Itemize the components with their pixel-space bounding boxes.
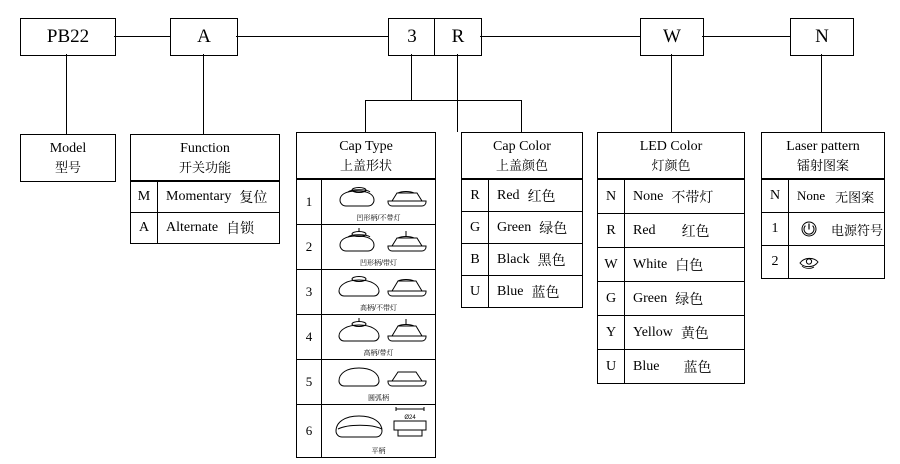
leader-cap-type-right (457, 100, 458, 132)
laser-label-1 (789, 213, 884, 245)
function-label-a-en: Alternate (166, 220, 219, 236)
cap-shape-icon (324, 225, 434, 255)
led-color-label-r (625, 214, 744, 247)
laser-label-1-cn: 电源符号 (831, 222, 884, 238)
table-row[interactable] (297, 224, 435, 269)
laser-code-n: N (762, 180, 789, 212)
table-row[interactable] (462, 179, 582, 211)
code-box-function[interactable] (170, 18, 238, 56)
cap-color-label-r-en: Red (497, 187, 520, 203)
code-box-cap-type-label: 3 (407, 26, 417, 47)
table-row[interactable] (762, 179, 884, 212)
led-color-label-u-cn: 蓝色 (683, 360, 712, 376)
cap-type-note-4: 高柄/带灯 (363, 350, 394, 358)
cap-color-label-g-en: Green (497, 219, 532, 235)
cap-type-code-4: 4 (297, 315, 322, 359)
laser-code-1: 1 (762, 213, 789, 245)
panel-laser-pattern (761, 132, 885, 279)
cap-color-label-b-cn: 黑色 (537, 253, 566, 269)
table-row[interactable] (297, 269, 435, 314)
connector-model-function (114, 36, 170, 37)
laser-label-2 (789, 246, 884, 278)
panel-laser-title-en: Laser pattern (786, 139, 860, 154)
cap-color-code-u: U (462, 276, 489, 307)
cap-color-label-b (489, 244, 582, 275)
cap-type-note-3: 高柄/不带灯 (360, 305, 397, 313)
led-color-label-g-en: Green (633, 290, 668, 306)
connector-capcolor-ledcolor (480, 36, 640, 37)
leader-cap-color-spread (457, 100, 521, 101)
cap-shape-icon (324, 360, 434, 390)
eye-symbol-icon (797, 254, 821, 270)
cap-type-note-1: 凹形柄/不带灯 (356, 215, 401, 223)
cap-color-code-r: R (462, 180, 489, 211)
function-label-m (158, 182, 279, 212)
led-color-label-n (625, 180, 744, 213)
table-row[interactable] (297, 179, 435, 224)
connector-ledcolor-laser (702, 36, 790, 37)
led-color-label-y (625, 316, 744, 349)
table-row[interactable] (598, 315, 744, 349)
cap-color-code-g: G (462, 212, 489, 243)
code-box-led-color-label: W (663, 26, 681, 47)
function-label-a (158, 213, 279, 243)
table-row[interactable] (131, 212, 279, 243)
panel-led-color-title-en: LED Color (639, 139, 703, 154)
code-box-cap-color[interactable] (434, 18, 482, 56)
panel-cap-color (461, 132, 583, 308)
led-color-label-n-cn: 不带灯 (671, 190, 714, 206)
cap-type-code-1: 1 (297, 180, 322, 224)
table-row[interactable] (762, 245, 884, 278)
code-box-model-label: PB22 (46, 26, 90, 47)
cap-type-code-6: 6 (297, 405, 322, 457)
led-color-code-g: G (598, 282, 625, 315)
led-color-code-y: Y (598, 316, 625, 349)
cap-type-code-5: 5 (297, 360, 322, 404)
table-row[interactable] (462, 243, 582, 275)
cap-type-art-3 (322, 270, 435, 314)
led-color-label-w-cn: 白色 (675, 258, 704, 274)
led-color-label-u-en: Blue (633, 358, 660, 374)
cap-color-label-u (489, 276, 582, 307)
cap-color-label-r (489, 180, 582, 211)
leader-cap-type-spread (365, 100, 457, 101)
code-box-cap-color-label: R (451, 26, 465, 47)
table-row[interactable] (598, 213, 744, 247)
led-color-code-u: U (598, 350, 625, 383)
cap-color-label-u-cn: 蓝色 (531, 285, 560, 301)
table-row[interactable] (598, 281, 744, 315)
cap-shape-icon (324, 270, 434, 300)
function-label-a-cn: 自锁 (226, 222, 255, 238)
panel-cap-type-title (297, 133, 435, 178)
led-color-code-r: R (598, 214, 625, 247)
table-row[interactable] (598, 349, 744, 383)
led-color-label-r-cn: 红色 (681, 224, 710, 240)
cap-shape-icon (324, 405, 434, 447)
connector-function-captype (236, 36, 388, 37)
code-box-model[interactable] (20, 18, 116, 56)
cap-type-art-6 (322, 405, 435, 457)
panel-cap-color-title (462, 133, 582, 178)
panel-cap-type-title-en: Cap Type (339, 139, 393, 154)
table-row[interactable] (131, 181, 279, 212)
code-box-laser-label: N (815, 26, 829, 47)
cap-type-code-2: 2 (297, 225, 322, 269)
panel-laser-title-cn: 镭射图案 (796, 157, 849, 173)
cap-type-note-5: 圆弧柄 (368, 395, 389, 403)
panel-function (130, 134, 280, 244)
led-color-label-u (625, 350, 744, 383)
function-label-m-cn: 复位 (239, 191, 268, 207)
leader-cap-color-stem (457, 54, 458, 100)
laser-label-n-cn: 无图案 (835, 189, 875, 205)
table-row[interactable] (598, 179, 744, 213)
laser-label-n-en: None (797, 188, 826, 204)
code-box-cap-type[interactable] (388, 18, 436, 56)
panel-cap-color-title-en: Cap Color (493, 139, 551, 154)
leader-led-color (671, 54, 672, 132)
table-row[interactable] (297, 314, 435, 359)
table-row[interactable] (297, 404, 435, 457)
leader-model (66, 54, 67, 134)
led-color-label-r-en: Red (633, 222, 656, 238)
panel-function-title-en: Function (180, 141, 230, 156)
cap-color-label-g-cn: 绿色 (539, 221, 568, 237)
cap-color-label-u-en: Blue (497, 283, 524, 299)
function-label-m-en: Momentary (166, 189, 232, 205)
power-symbol-icon (797, 220, 821, 238)
cap-type-note-6: 平柄 (371, 448, 386, 456)
code-box-led-color[interactable] (640, 18, 704, 56)
laser-code-2: 2 (762, 246, 789, 278)
cap-type-art-4 (322, 315, 435, 359)
cap-type-code-3: 3 (297, 270, 322, 314)
panel-led-color-title (598, 133, 744, 178)
panel-cap-color-title-cn: 上盖颜色 (495, 157, 548, 173)
panel-cap-type (296, 132, 436, 458)
table-row[interactable] (462, 211, 582, 243)
leader-cap-type-stem (411, 54, 412, 100)
cap-type-note-2: 凹形柄/带灯 (360, 260, 397, 268)
cap-color-label-b-en: Black (497, 251, 530, 267)
laser-label-n (789, 180, 884, 212)
cap-color-code-b: B (462, 244, 489, 275)
leader-cap-type-left (365, 100, 366, 132)
panel-model-title-cn: 型号 (54, 159, 81, 175)
panel-function-title (131, 135, 279, 180)
panel-function-title-cn: 开关功能 (178, 159, 231, 175)
cap-type-art-1 (322, 180, 435, 224)
function-code-a: A (131, 213, 158, 243)
cap-shape-icon (324, 315, 434, 345)
led-color-code-n: N (598, 180, 625, 213)
code-box-laser[interactable] (790, 18, 854, 56)
cap-shape-icon (324, 180, 434, 210)
led-color-code-w: W (598, 248, 625, 281)
led-color-label-w (625, 248, 744, 281)
panel-laser-title (762, 133, 884, 178)
cap-type-dimension: Ø24 (403, 415, 416, 422)
panel-model (20, 134, 116, 182)
table-row[interactable] (462, 275, 582, 307)
leader-cap-color-drop (521, 100, 522, 132)
panel-led-color (597, 132, 745, 384)
led-color-label-g (625, 282, 744, 315)
led-color-label-y-cn: 黄色 (680, 326, 709, 342)
table-row[interactable] (297, 359, 435, 404)
led-color-label-g-cn: 绿色 (675, 292, 704, 308)
panel-model-title (21, 135, 115, 180)
cap-color-label-g (489, 212, 582, 243)
cap-type-art-2 (322, 225, 435, 269)
panel-cap-type-title-cn: 上盖形状 (339, 157, 392, 173)
panel-model-title-en: Model (49, 141, 87, 156)
led-color-label-n-en: None (633, 188, 664, 204)
leader-laser (821, 54, 822, 132)
panel-led-color-title-cn: 灯颜色 (651, 157, 691, 173)
table-row[interactable] (762, 212, 884, 245)
code-box-function-label: A (197, 26, 211, 47)
function-code-m: M (131, 182, 158, 212)
cap-color-label-r-cn: 红色 (527, 189, 556, 205)
led-color-label-y-en: Yellow (633, 324, 673, 340)
cap-type-art-5 (322, 360, 435, 404)
table-row[interactable] (598, 247, 744, 281)
leader-function (203, 54, 204, 134)
led-color-label-w-en: White (633, 256, 668, 272)
